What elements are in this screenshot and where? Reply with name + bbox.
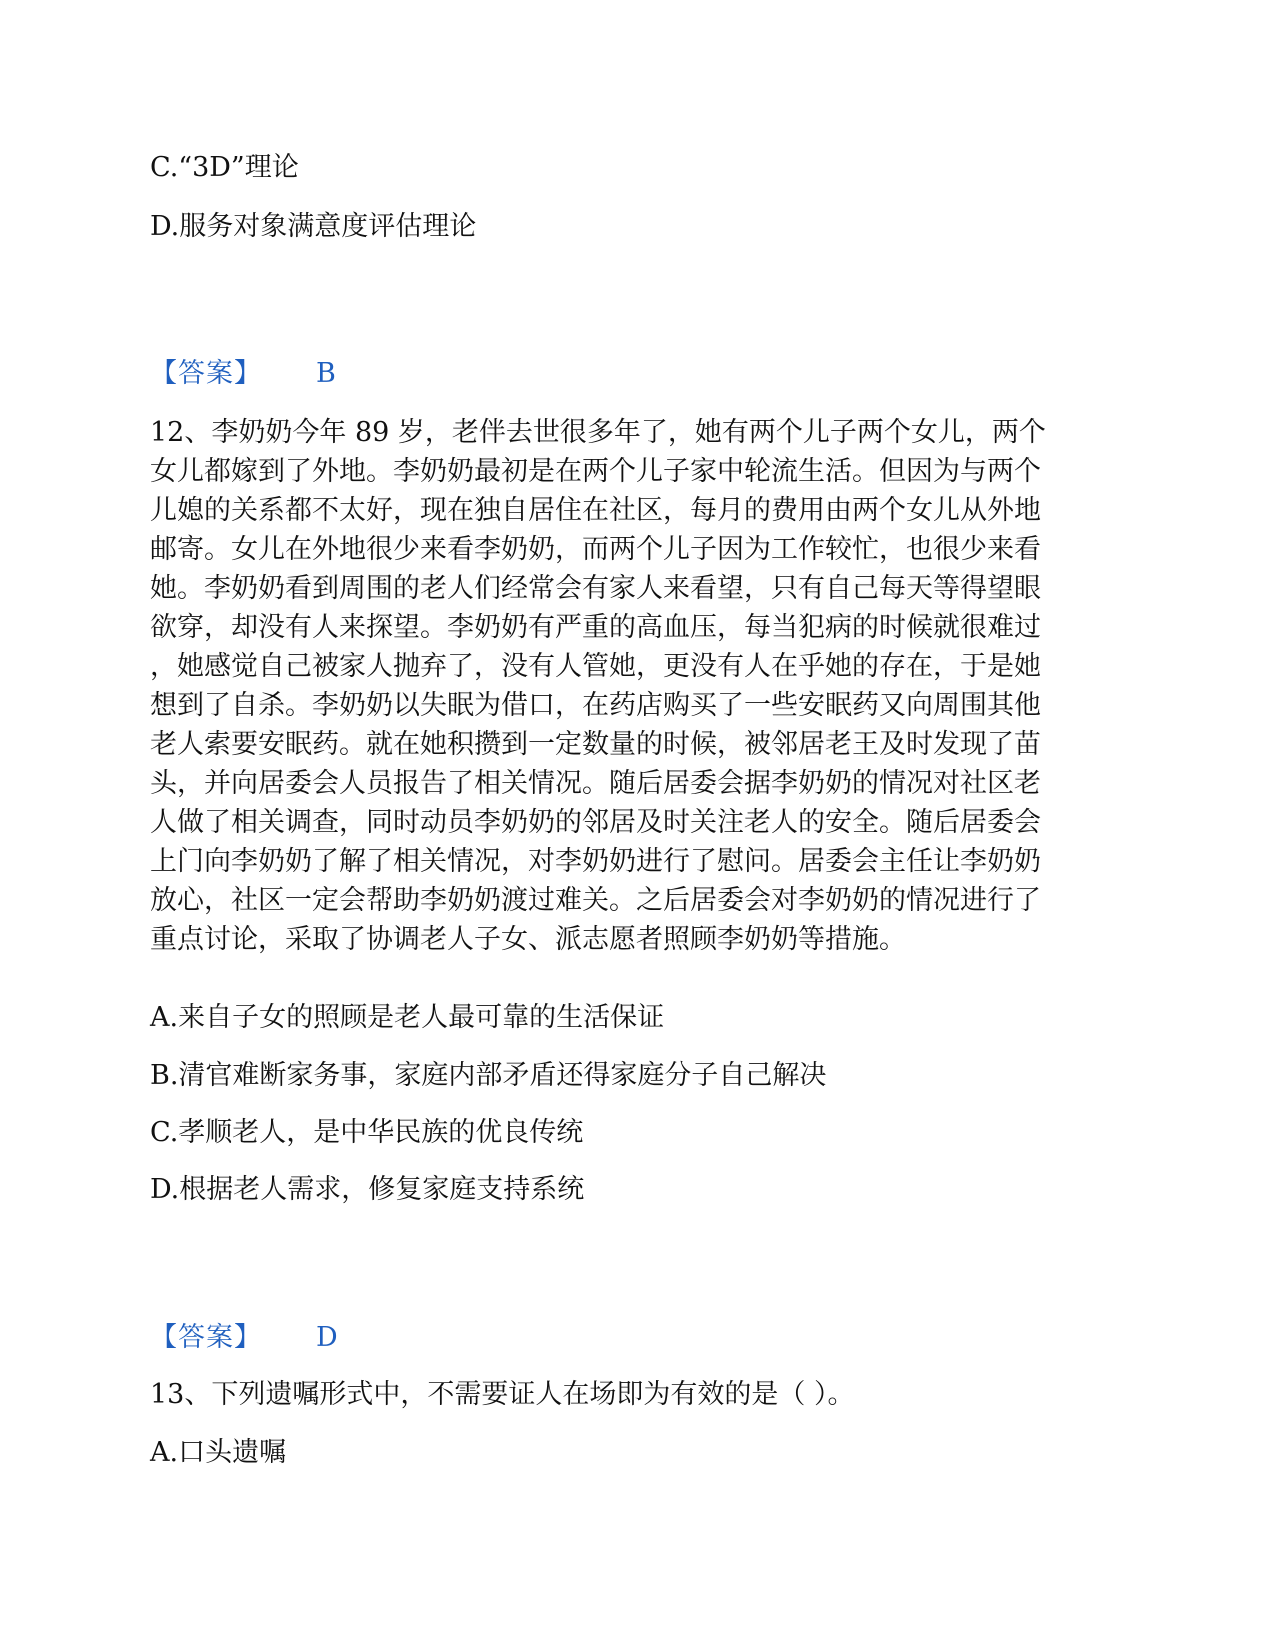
question-12-line: 12、李奶奶今年 89 岁，老伴去世很多年了，她有两个儿子两个女儿，两个 — [150, 417, 1046, 448]
question-13-stem: 13、下列遗嘱形式中，不需要证人在场即为有效的是（ ）。 — [150, 1379, 855, 1410]
q11-option-c: C.“3D”理论 — [150, 152, 299, 183]
q12-option-d: D.根据老人需求，修复家庭支持系统 — [150, 1174, 585, 1205]
q12-option-c: C.孝顺老人，是中华民族的优良传统 — [150, 1117, 584, 1148]
question-12-line: 邮寄。女儿在外地很少来看李奶奶，而两个儿子因为工作较忙，也很少来看 — [150, 534, 1041, 565]
question-12-line: 想到了自杀。李奶奶以失眠为借口，在药店购买了一些安眠药又向周围其他 — [150, 690, 1041, 721]
question-12-line: 放心，社区一定会帮助李奶奶渡过难关。之后居委会对李奶奶的情况进行了 — [150, 885, 1041, 916]
question-12-line: ，她感觉自己被家人抛弃了，没有人管她，更没有人在乎她的存在，于是她 — [150, 651, 1041, 682]
q11-option-d: D.服务对象满意度评估理论 — [150, 211, 477, 242]
question-12-line: 欲穿，却没有人来探望。李奶奶有严重的高血压，每当犯病的时候就很难过 — [150, 612, 1041, 643]
question-12-line: 重点讨论，采取了协调老人子女、派志愿者照顾李奶奶等措施。 — [150, 924, 906, 955]
question-12-line: 上门向李奶奶了解了相关情况，对李奶奶进行了慰问。居委会主任让李奶奶 — [150, 846, 1041, 877]
question-12-stem — [150, 413, 1110, 959]
answer-value: B — [316, 358, 336, 389]
answer-line-q11 — [150, 358, 336, 390]
question-12-line: 儿媳的关系都不太好，现在独自居住在社区，每月的费用由两个女儿从外地 — [150, 495, 1041, 526]
q13-option-a: A.口头遗嘱 — [150, 1437, 287, 1468]
question-12-line: 人做了相关调查，同时动员李奶奶的邻居及时关注老人的安全。随后居委会 — [150, 807, 1041, 838]
question-12-line: 老人索要安眠药。就在她积攒到一定数量的时候，被邻居老王及时发现了苗 — [150, 729, 1041, 760]
answer-label: 【答案】 — [150, 1322, 262, 1353]
q12-option-b: B.清官难断家务事，家庭内部矛盾还得家庭分子自己解决 — [150, 1060, 827, 1091]
answer-label: 【答案】 — [150, 358, 262, 389]
question-12-line: 女儿都嫁到了外地。李奶奶最初是在两个儿子家中轮流生活。但因为与两个 — [150, 456, 1041, 487]
question-12-line: 头，并向居委会人员报告了相关情况。随后居委会据李奶奶的情况对社区老 — [150, 768, 1041, 799]
question-12-line: 她。李奶奶看到周围的老人们经常会有家人来看望，只有自己每天等得望眼 — [150, 573, 1041, 604]
answer-line-q12 — [150, 1322, 338, 1354]
q12-option-a: A.来自子女的照顾是老人最可靠的生活保证 — [150, 1002, 665, 1033]
answer-value: D — [316, 1322, 338, 1353]
